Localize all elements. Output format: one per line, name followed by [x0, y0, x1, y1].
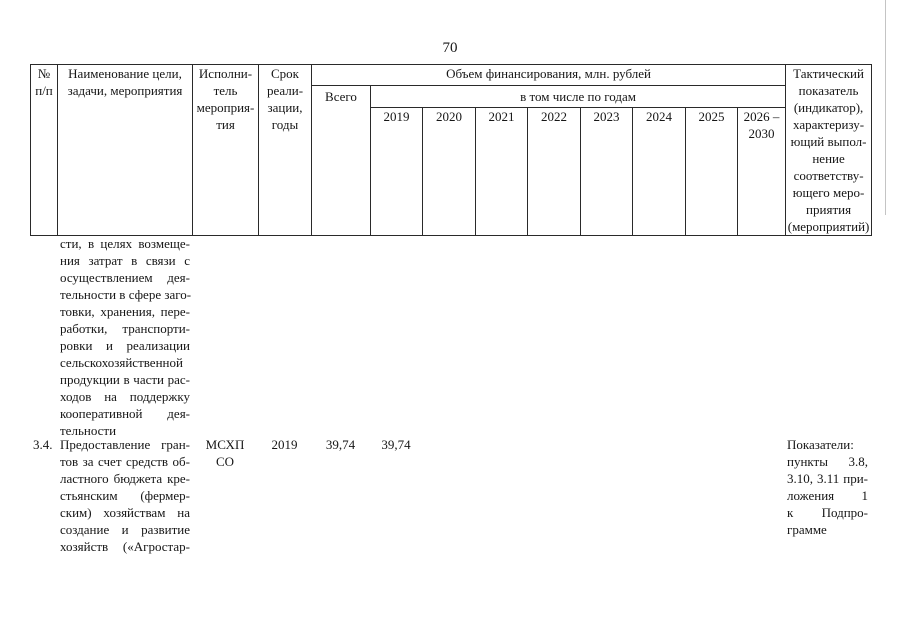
col-header-year: 2021: [476, 108, 528, 236]
row-total-cell: [311, 436, 370, 453]
name-line: кооперативной дея-: [60, 406, 190, 421]
header-line: соответству-: [793, 168, 864, 183]
header-line: нение: [812, 151, 845, 166]
col-header-year: 2023: [581, 108, 633, 236]
continuation-name-cell: [60, 235, 190, 439]
header-line: задачи, мероприятия: [67, 83, 183, 98]
col-header-year-range: [738, 108, 786, 236]
col-header-year: 2020: [423, 108, 476, 236]
col-header-number: [31, 65, 58, 236]
header-line: зации,: [267, 100, 303, 115]
col-header-year: 2025: [686, 108, 738, 236]
name-line: ходов на поддержку: [60, 389, 190, 404]
name-line: хозяйств («Агростар-: [60, 539, 190, 554]
col-header-funding: Объем финансирования, млн. рублей: [312, 65, 786, 86]
col-header-indicator: [786, 65, 872, 236]
name-line: тельности в сфере заго-: [60, 287, 192, 302]
row-number: [33, 436, 57, 453]
indicator-line: грамме: [787, 522, 827, 537]
scan-edge-line: [885, 0, 886, 215]
name-line: создание и развитие: [60, 522, 190, 537]
indicator-line: Показатели:: [787, 437, 854, 452]
header-line: (мероприятий): [787, 219, 870, 234]
row-executor-cell: [192, 436, 258, 470]
header-line: мероприя-: [196, 100, 255, 115]
indicator-line: ложения 1: [787, 488, 868, 503]
col-header-executor: [193, 65, 259, 236]
header-line: Тактический: [793, 66, 864, 81]
name-line: Предоставление гран-: [60, 437, 190, 452]
period-value: 2019: [271, 437, 298, 452]
col-header-year: 2019: [371, 108, 423, 236]
header-line: тия: [216, 117, 235, 132]
executor-line: МСХП: [205, 437, 245, 452]
name-line: сельскохозяйственной: [60, 355, 183, 370]
indicator-line: пункты 3.8,: [787, 454, 868, 469]
header-line: приятия: [806, 202, 852, 217]
header-line: ющий выпол-: [790, 134, 867, 149]
year-2019-value: 39,74: [381, 437, 411, 452]
name-line: работки, транспорти-: [60, 321, 190, 336]
header-line: 2026 –: [743, 109, 780, 124]
col-header-total: Всего: [312, 86, 371, 236]
header-line: реали-: [266, 83, 304, 98]
name-line: сти, в целях возмеще-: [60, 236, 190, 251]
header-line: годы: [271, 117, 299, 132]
header-line: (индикатор),: [793, 100, 864, 115]
col-header-name: [58, 65, 193, 236]
row-period-cell: [258, 436, 311, 453]
header-line: характеризу-: [793, 117, 865, 132]
indicator-line: к Подпро-: [787, 505, 868, 520]
name-line: тов за счет средств об-: [60, 454, 190, 469]
name-line: продукции в части рас-: [60, 372, 190, 387]
name-line: стьянским (фермер-: [60, 488, 190, 503]
name-line: тельности: [60, 423, 117, 438]
executor-line: СО: [215, 454, 235, 469]
header-line: Наименование цели,: [68, 66, 182, 81]
header-line: ющего меро-: [792, 185, 865, 200]
row-name-cell: [60, 436, 190, 555]
program-table-header: [30, 64, 872, 236]
col-header-by-years: в том числе по годам: [371, 86, 786, 108]
name-line: ластного бюджета кре-: [60, 471, 190, 486]
header-line: Исполни-: [198, 66, 253, 81]
col-header-period: [259, 65, 312, 236]
indicator-line: 3.10, 3.11 при-: [787, 471, 868, 486]
header-line: п/п: [35, 83, 53, 98]
name-line: осуществлением дея-: [60, 270, 190, 285]
row-number-text: 3.4.: [33, 437, 53, 452]
col-header-year: 2024: [633, 108, 686, 236]
row-indicator-cell: [787, 436, 868, 538]
row-2019-cell: [370, 436, 422, 453]
name-line: ния затрат в связи с: [60, 253, 190, 268]
col-header-year: 2022: [528, 108, 581, 236]
page-number: 70: [442, 40, 458, 56]
header-line: №: [37, 66, 51, 81]
header-line: 2030: [748, 126, 775, 141]
header-line: Срок: [271, 66, 299, 81]
header-line: показатель: [798, 83, 859, 98]
header-line: тель: [213, 83, 238, 98]
total-value: 39,74: [325, 437, 356, 452]
name-line: товки, хранения, пере-: [60, 304, 190, 319]
name-line: ским) хозяйствам на: [60, 505, 190, 520]
name-line: ровки и реализации: [60, 338, 190, 353]
